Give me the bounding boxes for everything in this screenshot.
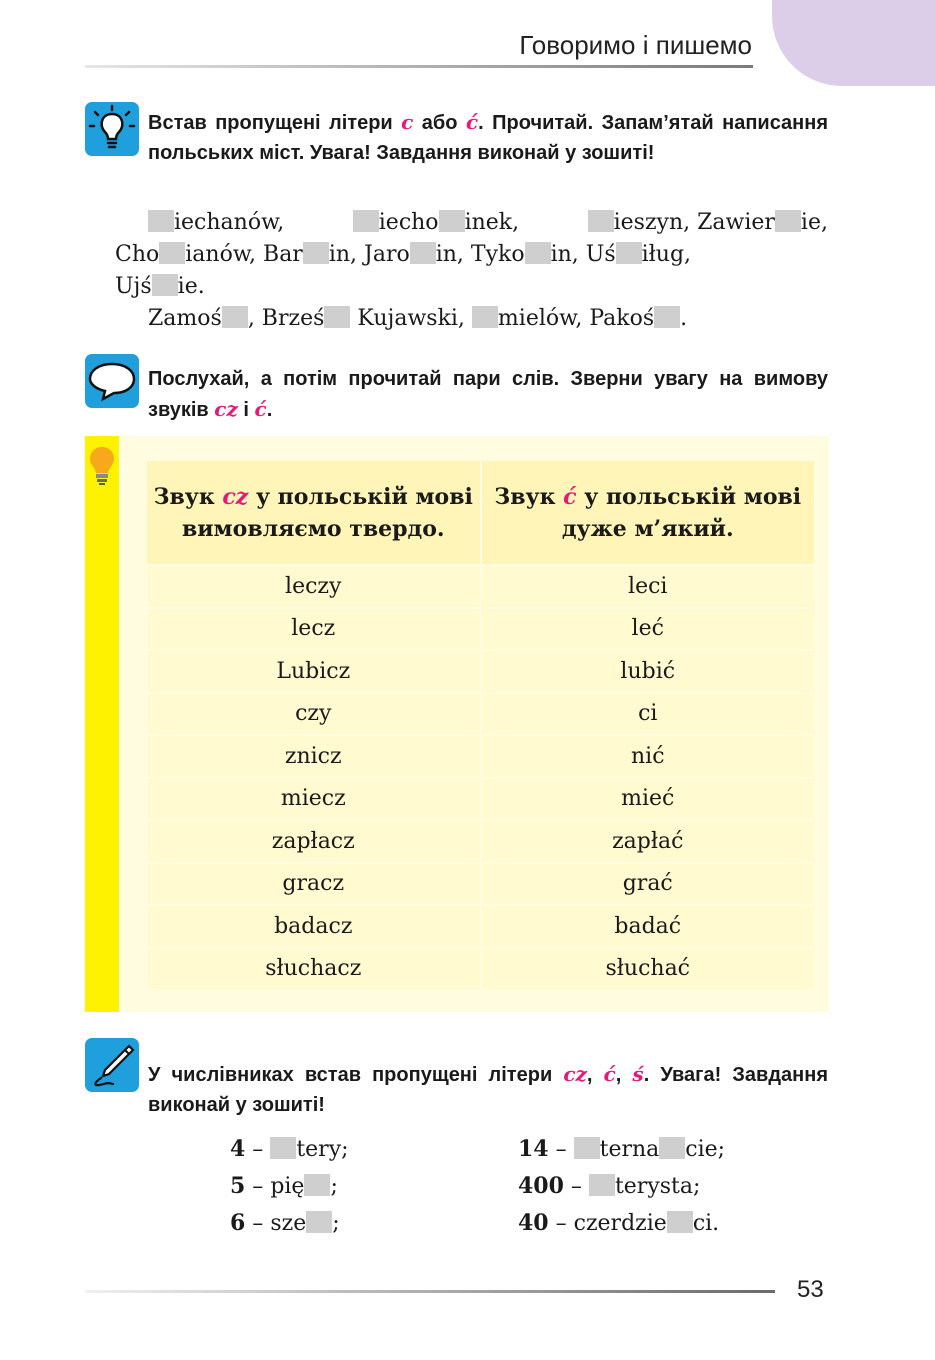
task2-instruction: Послухай, а потім прочитай пари слів. Зверни увагу на вимову звуків cz і ć.: [148, 368, 828, 421]
page-header-title: Говоримо і пишемо: [519, 30, 752, 60]
corner-tab: [772, 0, 935, 86]
blank-gap: [659, 1137, 685, 1159]
table-row: znicz nić: [146, 735, 815, 778]
table-row: miecz mieć: [146, 778, 815, 821]
header-hard-sound: Звук cz у польській мові вимовляємо твердо.: [146, 460, 481, 565]
table-row: gracz grać: [146, 863, 815, 906]
numeral-item: 4 – tery;: [230, 1136, 349, 1162]
numerals-left: [230, 1131, 349, 1242]
numeral-item: 5 – pię ;: [230, 1173, 338, 1199]
table-row: leczy leci: [146, 565, 815, 608]
task1-instruction: Встав пропущені літери c або ć. Прочитай. Запам’ятай написання польських міст. Увага! Завдання виконай у зошиті!: [148, 110, 829, 164]
blank-gap: [159, 242, 185, 264]
blank-gap: [306, 1211, 332, 1233]
task1-line-3: Ujś ie.: [115, 274, 205, 299]
table-row: lecz leć: [146, 608, 815, 651]
task1-line-2: Cho ianów, Bar in, Jaro in, Tyko in, Uś iług,: [115, 242, 692, 267]
blank-gap: [667, 1211, 693, 1233]
blank-gap: [148, 210, 174, 232]
blank-gap: [410, 242, 436, 264]
task1-line-1: iechanów, iecho inek, ieszyn, Zawier ie,: [148, 207, 828, 239]
blank-gap: [616, 242, 642, 264]
table-row: badacz badać: [146, 905, 815, 948]
blank-gap: [472, 306, 498, 328]
task3-instruction: У числівниках встав пропущені літери cz, ć, ś. Увага! Завдання виконай у зошиті!: [148, 1062, 828, 1116]
lightbulb-icon: [85, 102, 139, 156]
numeral-item: 40 – czerdzie ci.: [518, 1210, 720, 1236]
table-row: Lubicz lubić: [146, 650, 815, 693]
blank-gap: [588, 210, 614, 232]
table-row: zapłacz zapłać: [146, 820, 815, 863]
numeral-item: 14 – terna cie;: [518, 1136, 726, 1162]
blank-gap: [353, 210, 379, 232]
blank-gap: [303, 242, 329, 264]
blank-gap: [152, 274, 178, 296]
blank-gap: [324, 306, 350, 328]
blank-gap: [439, 210, 465, 232]
blank-gap: [304, 1174, 330, 1196]
table-row: słuchacz słuchać: [146, 948, 815, 991]
blank-gap: [775, 210, 801, 232]
words-table: [145, 459, 816, 991]
header-divider: [85, 65, 753, 68]
numeral-item: 6 – sze ;: [230, 1210, 340, 1236]
blank-gap: [574, 1137, 600, 1159]
panel-side-bar: [85, 436, 119, 1012]
speech-bubble-icon: [85, 354, 139, 408]
blank-gap: [222, 306, 248, 328]
blank-gap: [270, 1137, 296, 1159]
table-row: czy ci: [146, 693, 815, 736]
numerals-right: [518, 1131, 725, 1242]
blank-gap: [654, 306, 680, 328]
pen-icon: [85, 1038, 139, 1092]
blank-gap: [525, 242, 551, 264]
task1-line-4: Zamoś , Brześ Kujawski, mielów, Pakoś .: [148, 306, 688, 331]
footer-divider: [85, 1290, 775, 1293]
numeral-item: 400 – terysta;: [518, 1173, 701, 1199]
blank-gap: [589, 1174, 615, 1196]
bulb-marker-icon: [88, 444, 116, 488]
header-soft-sound: Звук ć у польській мові дуже м’який.: [481, 460, 816, 565]
page-number: 53: [797, 1276, 824, 1303]
